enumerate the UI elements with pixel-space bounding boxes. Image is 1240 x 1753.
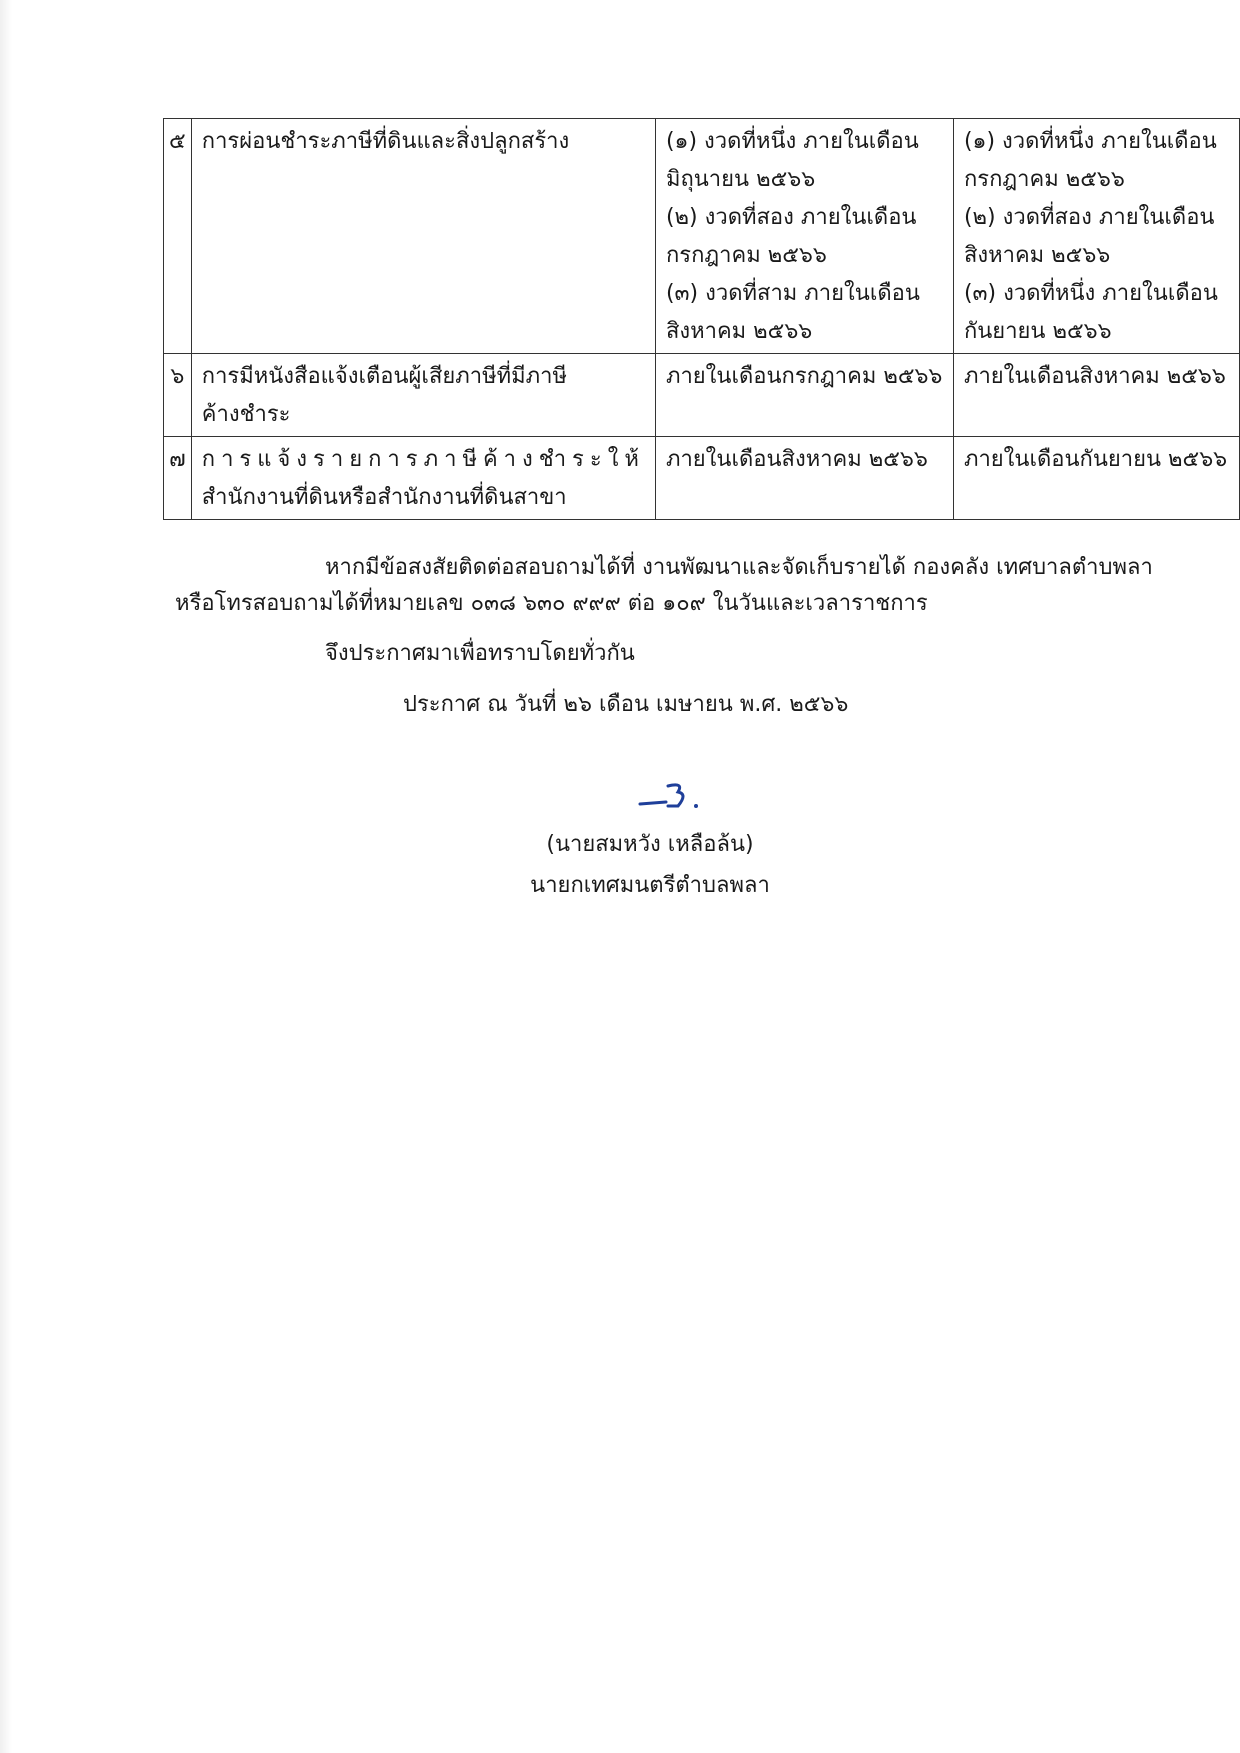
row-number: ๖ [164,354,192,437]
description-line: การแจ้งรายการภาษีค้างชำระให้ [201,447,645,472]
schedule-line: (๒) งวดที่สอง ภายในเดือน [665,205,917,230]
signer-name: (นายสมหวัง เหลือล้น) [546,832,754,857]
row-number: ๗ [164,437,192,520]
schedule-line: ภายในเดือนกรกฎาคม ๒๕๖๖ [665,364,943,389]
schedule-column-a [655,119,953,354]
description-line: การมีหนังสือแจ้งเตือนผู้เสียภาษีที่มีภาษี [201,364,567,389]
schedule-column-b [953,437,1239,520]
schedule-column-b [953,119,1239,354]
row-description [191,437,655,520]
contact-paragraph-line-1: หากมีข้อสงสัยติดต่อสอบถามได้ที่ งานพัฒนาและจัดเก็บรายได้ กองคลัง เทศบาลตำบพลา [325,555,1153,580]
description-line: ค้างชำระ [201,402,291,427]
schedule-line: สิงหาคม ๒๕๖๖ [665,319,813,344]
schedule-column-b [953,354,1239,437]
announcement-date: ประกาศ ณ วันที่ ๒๖ เดือน เมษายน พ.ศ. ๒๕๖๖ [403,692,849,717]
table-row [164,437,1240,520]
tax-schedule-table [163,118,1240,520]
row-description [191,354,655,437]
schedule-line: (๑) งวดที่หนึ่ง ภายในเดือน [665,129,919,154]
table-row [164,119,1240,354]
schedule-line: ภายในเดือนสิงหาคม ๒๕๖๖ [665,447,928,472]
schedule-line: (๑) งวดที่หนึ่ง ภายในเดือน [963,129,1217,154]
schedule-line: มิถุนายน ๒๕๖๖ [665,167,816,192]
row-number: ๕ [164,119,192,354]
contact-paragraph-line-2: หรือโทรสอบถามได้ที่หมายเลข ๐๓๘ ๖๓๐ ๙๙๙ ต่อ ๑๐๙ ในวันและเวลาราชการ [175,591,928,616]
description-line: การผ่อนชำระภาษีที่ดินและสิ่งปลูกสร้าง [201,129,570,154]
schedule-line: (๒) งวดที่สอง ภายในเดือน [963,205,1215,230]
schedule-line: ภายในเดือนกันยายน ๒๕๖๖ [963,447,1228,472]
schedule-line: (๓) งวดที่หนึ่ง ภายในเดือน [963,281,1218,306]
schedule-line: สิงหาคม ๒๕๖๖ [963,243,1111,268]
table-row [164,354,1240,437]
signer-title: นายกเทศมนตรีตำบลพลา [530,873,770,898]
schedule-column-a [655,354,953,437]
schedule-line: (๓) งวดที่สาม ภายในเดือน [665,281,920,306]
handwritten-signature [638,778,708,814]
row-description [191,119,655,354]
schedule-line: กันยายน ๒๕๖๖ [963,319,1112,344]
announcement-line: จึงประกาศมาเพื่อทราบโดยทั่วกัน [325,641,635,666]
schedule-line: กรกฎาคม ๒๕๖๖ [665,243,827,268]
schedule-line: ภายในเดือนสิงหาคม ๒๕๖๖ [963,364,1226,389]
schedule-column-a [655,437,953,520]
scan-edge-shadow [0,0,12,1753]
description-line: สำนักงานที่ดินหรือสำนักงานที่ดินสาขา [201,485,567,510]
schedule-line: กรกฎาคม ๒๕๖๖ [963,167,1125,192]
